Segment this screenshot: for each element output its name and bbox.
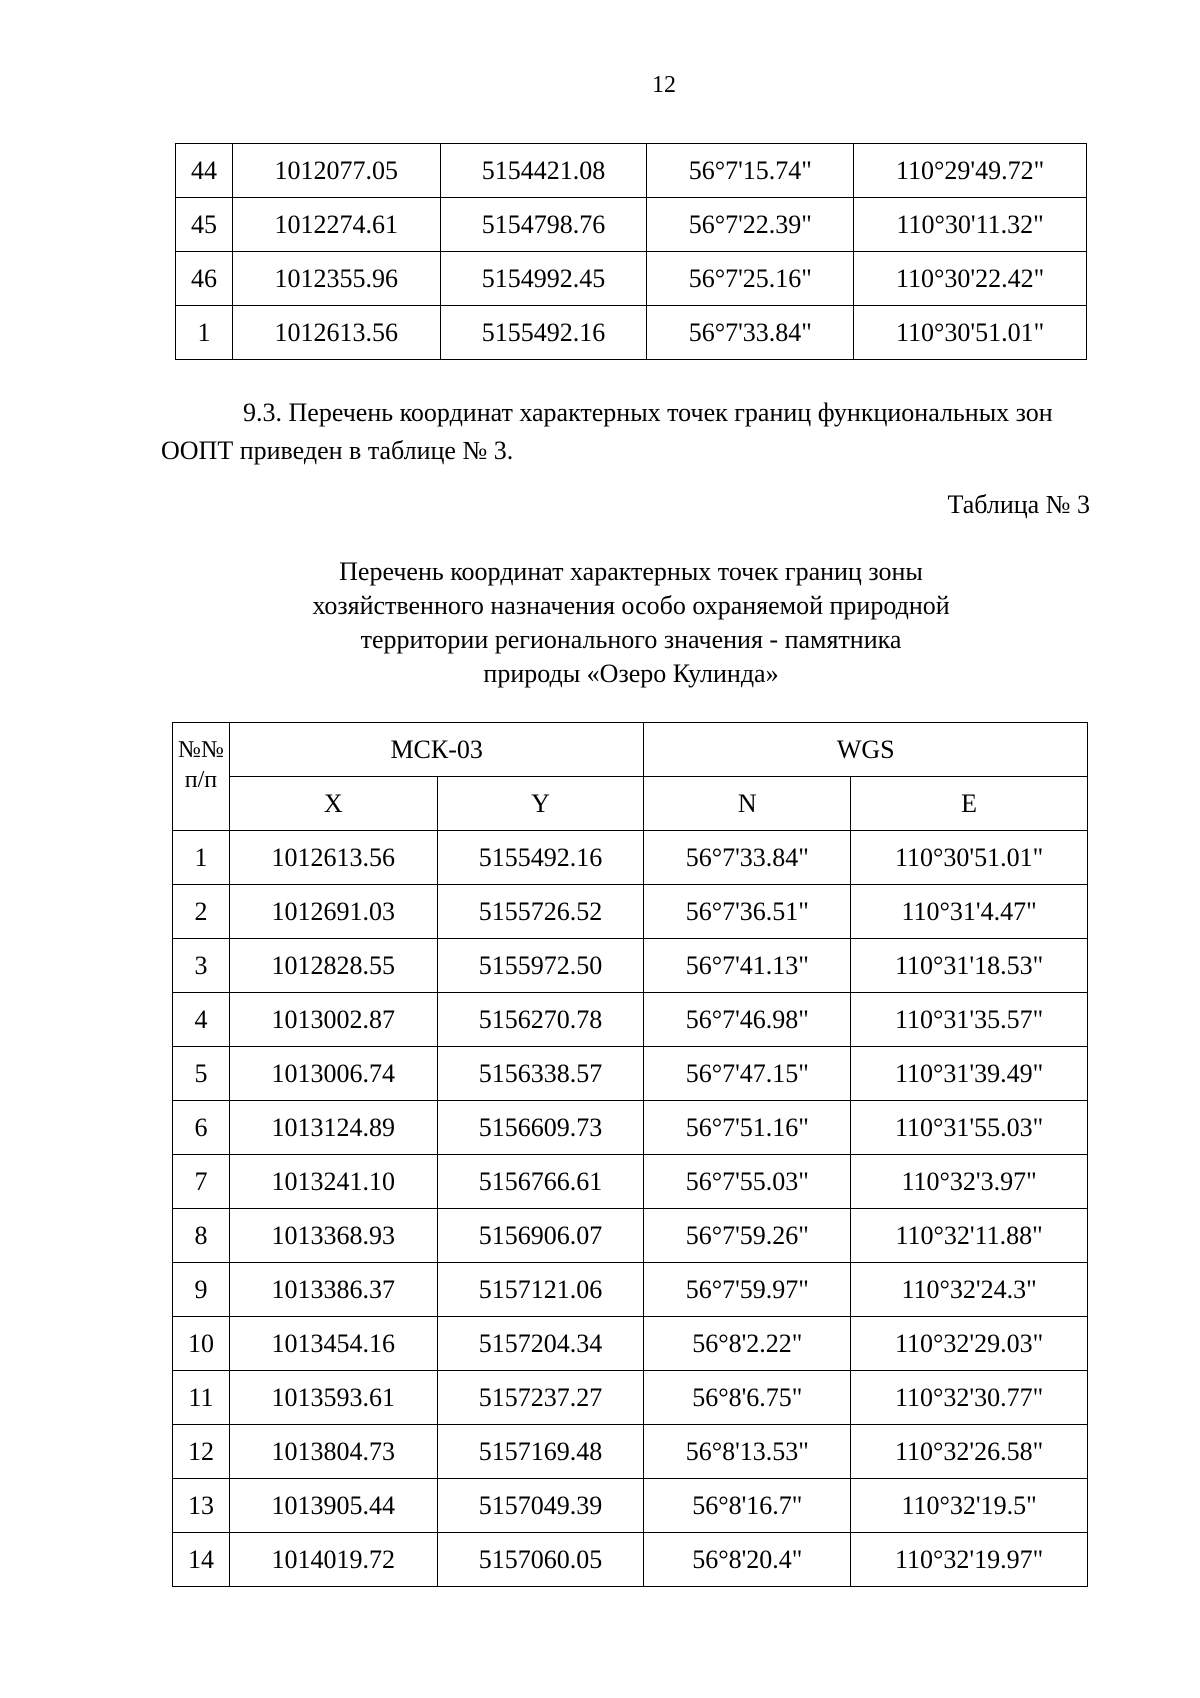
table-row — [173, 1047, 1088, 1101]
cell-y: 5155492.16 — [440, 306, 647, 360]
table-row — [173, 1317, 1088, 1371]
header-n: N — [644, 777, 851, 831]
table-header-row — [173, 777, 1088, 831]
cell-e: 110°32'26.58" — [851, 1425, 1088, 1479]
header-e: E — [851, 777, 1088, 831]
cell-y: 5157204.34 — [437, 1317, 644, 1371]
cell-n: 56°8'13.53" — [644, 1425, 851, 1479]
cell-x: 1013386.37 — [229, 1263, 437, 1317]
cell-e: 110°30'51.01" — [854, 306, 1087, 360]
table-row — [173, 831, 1088, 885]
header-wgs: WGS — [644, 723, 1088, 777]
cell-y: 5157169.48 — [437, 1425, 644, 1479]
table-row — [173, 993, 1088, 1047]
cell-e: 110°32'11.88" — [851, 1209, 1088, 1263]
cell-n: 56°8'2.22" — [644, 1317, 851, 1371]
cell-n: 56°7'25.16" — [647, 252, 854, 306]
cell-number: 1 — [176, 306, 233, 360]
cell-y: 5156338.57 — [437, 1047, 644, 1101]
paragraph-9-3-text: 9.3. Перечень координат характерных точек границ функциональных зон ООПТ приведен в таблице № 3. — [161, 398, 1053, 465]
table-row — [173, 1263, 1088, 1317]
cell-number: 9 — [173, 1263, 230, 1317]
cell-y: 5156906.07 — [437, 1209, 644, 1263]
table-header-row — [173, 723, 1088, 777]
cell-number: 46 — [176, 252, 233, 306]
cell-number: 1 — [173, 831, 230, 885]
cell-e: 110°32'19.97" — [851, 1533, 1088, 1587]
cell-e: 110°31'39.49" — [851, 1047, 1088, 1101]
cell-x: 1013002.87 — [229, 993, 437, 1047]
cell-n: 56°7'46.98" — [644, 993, 851, 1047]
cell-x: 1012355.96 — [232, 252, 440, 306]
cell-number: 14 — [173, 1533, 230, 1587]
cell-y: 5156609.73 — [437, 1101, 644, 1155]
cell-n: 56°8'20.4" — [644, 1533, 851, 1587]
cell-x: 1013593.61 — [229, 1371, 437, 1425]
header-y: Y — [437, 777, 644, 831]
cell-e: 110°31'4.47" — [851, 885, 1088, 939]
cell-x: 1013124.89 — [229, 1101, 437, 1155]
page-number: 12 — [652, 72, 676, 98]
cell-number: 7 — [173, 1155, 230, 1209]
cell-x: 1014019.72 — [229, 1533, 437, 1587]
cell-e: 110°29'49.72" — [854, 144, 1087, 198]
cell-number: 13 — [173, 1479, 230, 1533]
table-row — [173, 1101, 1088, 1155]
cell-e: 110°32'30.77" — [851, 1371, 1088, 1425]
cell-x: 1013368.93 — [229, 1209, 437, 1263]
table-row — [176, 306, 1087, 360]
cell-y: 5157237.27 — [437, 1371, 644, 1425]
cell-n: 56°7'47.15" — [644, 1047, 851, 1101]
header-row-number-line2: п/п — [184, 767, 218, 793]
table-title-line: Перечень координат характерных точек границ зоны — [339, 557, 923, 586]
cell-number: 5 — [173, 1047, 230, 1101]
cell-e: 110°31'35.57" — [851, 993, 1088, 1047]
coordinates-table-3 — [172, 722, 1088, 1587]
cell-y: 5155972.50 — [437, 939, 644, 993]
cell-n: 56°7'59.26" — [644, 1209, 851, 1263]
cell-n: 56°7'51.16" — [644, 1101, 851, 1155]
cell-x: 1013454.16 — [229, 1317, 437, 1371]
table-title-line: природы «Озеро Кулинда» — [483, 659, 779, 688]
cell-y: 5155492.16 — [437, 831, 644, 885]
coordinates-table-3-body — [173, 831, 1088, 1587]
table-row — [173, 1533, 1088, 1587]
cell-e: 110°32'3.97" — [851, 1155, 1088, 1209]
cell-n: 56°7'15.74" — [647, 144, 854, 198]
cell-y: 5154992.45 — [440, 252, 647, 306]
cell-e: 110°32'29.03" — [851, 1317, 1088, 1371]
cell-number: 2 — [173, 885, 230, 939]
table-title — [175, 555, 1087, 691]
cell-number: 6 — [173, 1101, 230, 1155]
cell-y: 5156270.78 — [437, 993, 644, 1047]
cell-e: 110°31'18.53" — [851, 939, 1088, 993]
header-msk-03: МСК-03 — [229, 723, 644, 777]
cell-y: 5156766.61 — [437, 1155, 644, 1209]
table-row — [173, 939, 1088, 993]
cell-n: 56°7'33.84" — [644, 831, 851, 885]
cell-n: 56°8'16.7" — [644, 1479, 851, 1533]
paragraph-9-3 — [161, 394, 1091, 470]
coordinates-table-continued — [175, 143, 1087, 360]
header-row-number-line1: №№ — [178, 737, 224, 763]
cell-x: 1012077.05 — [232, 144, 440, 198]
coordinates-table-continued-body — [176, 144, 1087, 360]
cell-number: 8 — [173, 1209, 230, 1263]
table-row — [176, 144, 1087, 198]
table-row — [173, 1155, 1088, 1209]
cell-n: 56°7'22.39" — [647, 198, 854, 252]
cell-x: 1013241.10 — [229, 1155, 437, 1209]
table-row — [173, 885, 1088, 939]
cell-e: 110°32'24.3" — [851, 1263, 1088, 1317]
table-row — [173, 1209, 1088, 1263]
cell-y: 5157049.39 — [437, 1479, 644, 1533]
cell-x: 1012274.61 — [232, 198, 440, 252]
cell-number: 3 — [173, 939, 230, 993]
cell-e: 110°32'19.5" — [851, 1479, 1088, 1533]
cell-x: 1013905.44 — [229, 1479, 437, 1533]
cell-y: 5154421.08 — [440, 144, 647, 198]
table-row — [176, 198, 1087, 252]
cell-e: 110°30'11.32" — [854, 198, 1087, 252]
header-x: X — [229, 777, 437, 831]
cell-x: 1013804.73 — [229, 1425, 437, 1479]
cell-n: 56°7'59.97" — [644, 1263, 851, 1317]
cell-e: 110°31'55.03" — [851, 1101, 1088, 1155]
cell-n: 56°7'55.03" — [644, 1155, 851, 1209]
cell-y: 5154798.76 — [440, 198, 647, 252]
cell-number: 12 — [173, 1425, 230, 1479]
cell-number: 10 — [173, 1317, 230, 1371]
table-row — [173, 1479, 1088, 1533]
table-title-line: территории регионального значения - памятника — [360, 625, 902, 654]
cell-n: 56°8'6.75" — [644, 1371, 851, 1425]
cell-number: 44 — [176, 144, 233, 198]
cell-e: 110°30'51.01" — [851, 831, 1088, 885]
table-row — [173, 1371, 1088, 1425]
cell-n: 56°7'33.84" — [647, 306, 854, 360]
cell-e: 110°30'22.42" — [854, 252, 1087, 306]
cell-number: 11 — [173, 1371, 230, 1425]
table-header — [173, 723, 1088, 831]
header-row-number — [173, 723, 230, 831]
cell-x: 1012691.03 — [229, 885, 437, 939]
table-title-line: хозяйственного назначения особо охраняемой природной — [312, 591, 950, 620]
cell-y: 5157060.05 — [437, 1533, 644, 1587]
table-row — [173, 1425, 1088, 1479]
cell-x: 1012613.56 — [232, 306, 440, 360]
cell-n: 56°7'36.51" — [644, 885, 851, 939]
cell-y: 5157121.06 — [437, 1263, 644, 1317]
cell-x: 1013006.74 — [229, 1047, 437, 1101]
cell-number: 4 — [173, 993, 230, 1047]
cell-x: 1012828.55 — [229, 939, 437, 993]
cell-number: 45 — [176, 198, 233, 252]
cell-x: 1012613.56 — [229, 831, 437, 885]
table-caption: Таблица № 3 — [947, 490, 1090, 519]
table-row — [176, 252, 1087, 306]
cell-n: 56°7'41.13" — [644, 939, 851, 993]
cell-y: 5155726.52 — [437, 885, 644, 939]
